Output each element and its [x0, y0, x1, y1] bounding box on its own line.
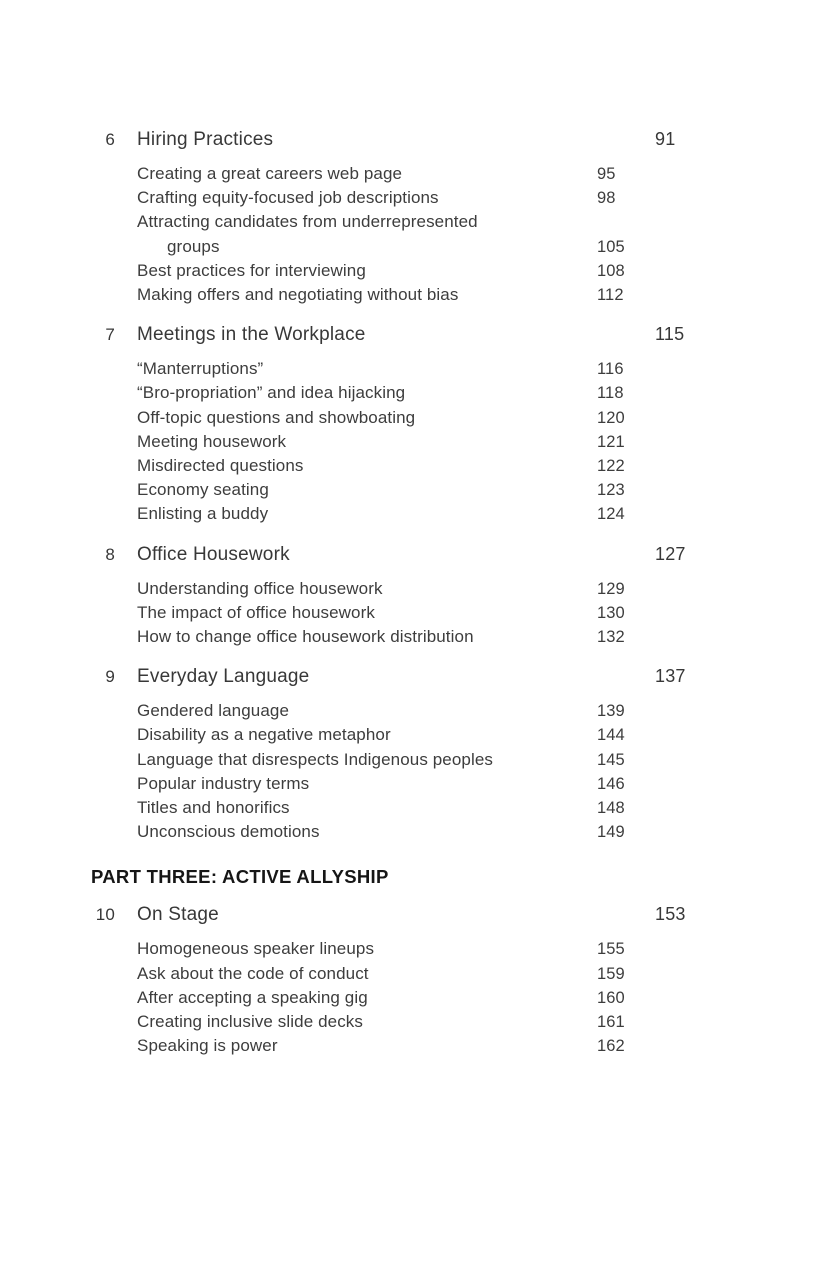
toc-entry-title: Creating inclusive slide decks — [137, 1012, 363, 1032]
toc-entry-title: Gendered language — [137, 701, 289, 721]
toc-entry-page-number: 95 — [597, 165, 616, 183]
toc-entry-title: Titles and honorifics — [137, 798, 290, 818]
toc-entry-title: Understanding office housework — [137, 578, 383, 598]
toc-entry-page-number: 145 — [597, 750, 625, 769]
toc-entry-page-number: 122 — [597, 457, 625, 476]
toc-entry — [0, 820, 825, 844]
toc-entry-page-number: 149 — [597, 823, 625, 842]
toc-entry — [0, 986, 825, 1010]
toc-entry-title: Meeting housework — [137, 431, 287, 451]
chapter-title: Meetings in the Workplace — [137, 324, 366, 346]
toc-entry-title: Enlisting a buddy — [137, 504, 269, 524]
toc-entry-page-number: 161 — [597, 1013, 625, 1032]
toc-entry — [0, 723, 825, 747]
toc-entry — [0, 430, 825, 454]
toc-entry-page-number: 148 — [597, 799, 625, 818]
toc-entry — [0, 502, 825, 526]
toc-entry-title: Making offers and negotiating without bias — [137, 285, 459, 305]
chapter-page-number: 91 — [655, 129, 676, 149]
toc-entry — [0, 478, 825, 502]
toc-entry-page-number: 98 — [597, 189, 616, 208]
toc-entry — [0, 601, 825, 625]
chapter-block — [0, 900, 825, 1058]
toc-entry-page-number: 155 — [597, 940, 625, 959]
toc-entry — [0, 210, 825, 234]
chapter-number: 10 — [95, 905, 115, 925]
toc-entry-page-number: 160 — [597, 988, 625, 1007]
chapter-heading-row — [0, 320, 825, 349]
toc-entry-title: “Bro-propriation” and idea hijacking — [137, 383, 406, 403]
toc-entry — [0, 381, 825, 405]
toc-entry-page-number: 123 — [597, 481, 625, 500]
toc-entry-page-number: 112 — [597, 286, 624, 305]
chapter-block — [0, 662, 825, 844]
toc-entry-title: Speaking is power — [137, 1036, 278, 1056]
chapter-number: 9 — [105, 667, 115, 687]
toc-entry — [0, 235, 825, 259]
toc-entry — [0, 454, 825, 478]
toc-entry-page-number: 129 — [597, 579, 625, 598]
toc-entry — [0, 577, 825, 601]
toc-entry-title: Creating a great careers web page — [137, 164, 403, 183]
chapter-block — [0, 320, 825, 526]
toc-entry — [0, 162, 825, 186]
toc-entry-title: “Manterruptions” — [137, 359, 264, 379]
toc-entry-page-number: 130 — [597, 603, 625, 622]
toc-entry — [0, 748, 825, 772]
toc-entry-page-number: 144 — [597, 726, 625, 745]
toc-entry — [0, 625, 825, 649]
toc-entry — [0, 283, 825, 307]
chapter-heading-row — [0, 662, 825, 691]
chapter-heading-row — [0, 125, 825, 154]
toc-entry-page-number: 116 — [597, 360, 624, 379]
chapter-number: 8 — [105, 544, 115, 564]
toc-entry-title: Crafting equity-focused job descriptions — [137, 188, 439, 208]
toc-entry-title: How to change office housework distribution — [137, 627, 474, 647]
toc-entry-page-number: 120 — [597, 408, 625, 427]
toc-entry-title: Unconscious demotions — [137, 822, 320, 842]
toc-entry — [0, 357, 825, 381]
toc-entry-page-number: 121 — [597, 432, 625, 451]
toc-entry-page-number: 162 — [597, 1037, 625, 1056]
toc-entry — [0, 259, 825, 283]
table-of-contents — [0, 125, 825, 1058]
toc-entry — [0, 186, 825, 210]
toc-entry-title: Disability as a negative metaphor — [137, 725, 391, 745]
toc-entry-title: Language that disrespects Indigenous peoples — [137, 749, 493, 769]
toc-entry-page-number: 118 — [597, 384, 624, 403]
toc-entry-title: Best practices for interviewing — [137, 260, 366, 280]
toc-entry-title: Homogeneous speaker lineups — [137, 939, 375, 959]
chapter-number: 6 — [105, 130, 115, 149]
toc-entry — [0, 796, 825, 820]
chapter-heading-row — [0, 900, 825, 929]
chapter-block — [0, 125, 825, 307]
chapter-block — [0, 540, 825, 650]
chapter-heading-row — [0, 540, 825, 569]
toc-entry — [0, 1034, 825, 1058]
toc-entry — [0, 699, 825, 723]
toc-entry-title: Off-topic questions and showboating — [137, 407, 416, 427]
chapter-title: On Stage — [137, 904, 219, 926]
toc-entry-page-number: 159 — [597, 964, 625, 983]
chapter-page-number: 153 — [655, 904, 686, 925]
chapter-page-number: 127 — [655, 543, 686, 564]
toc-entry-title-continued: groups — [167, 236, 220, 256]
toc-entry-title: The impact of office housework — [137, 602, 375, 622]
toc-entry-title: Economy seating — [137, 480, 269, 500]
chapter-number: 7 — [105, 325, 115, 345]
chapter-page-number: 137 — [655, 666, 686, 687]
part-heading: PART THREE: ACTIVE ALLYSHIP — [91, 866, 389, 888]
toc-entry-page-number: 108 — [597, 261, 625, 280]
toc-entry-title: Ask about the code of conduct — [137, 963, 369, 983]
toc-entry — [0, 406, 825, 430]
toc-entry-page-number: 139 — [597, 702, 625, 721]
toc-entry-title: Attracting candidates from underrepresented — [137, 212, 478, 232]
toc-entry — [0, 937, 825, 961]
toc-entry — [0, 1010, 825, 1034]
toc-entry-title: After accepting a speaking gig — [137, 987, 368, 1007]
toc-entry-page-number: 146 — [597, 774, 625, 793]
toc-entry-title: Popular industry terms — [137, 773, 310, 793]
toc-entry-page-number: 124 — [597, 505, 625, 524]
toc-entry — [0, 962, 825, 986]
chapter-title: Office Housework — [137, 543, 290, 565]
toc-entry-page-number: 132 — [597, 628, 625, 647]
chapter-page-number: 115 — [655, 324, 685, 345]
chapter-title: Everyday Language — [137, 666, 310, 688]
toc-entry — [0, 772, 825, 796]
toc-entry-page-number: 105 — [597, 237, 625, 256]
toc-entry-title: Misdirected questions — [137, 456, 304, 476]
chapter-title: Hiring Practices — [137, 129, 274, 150]
